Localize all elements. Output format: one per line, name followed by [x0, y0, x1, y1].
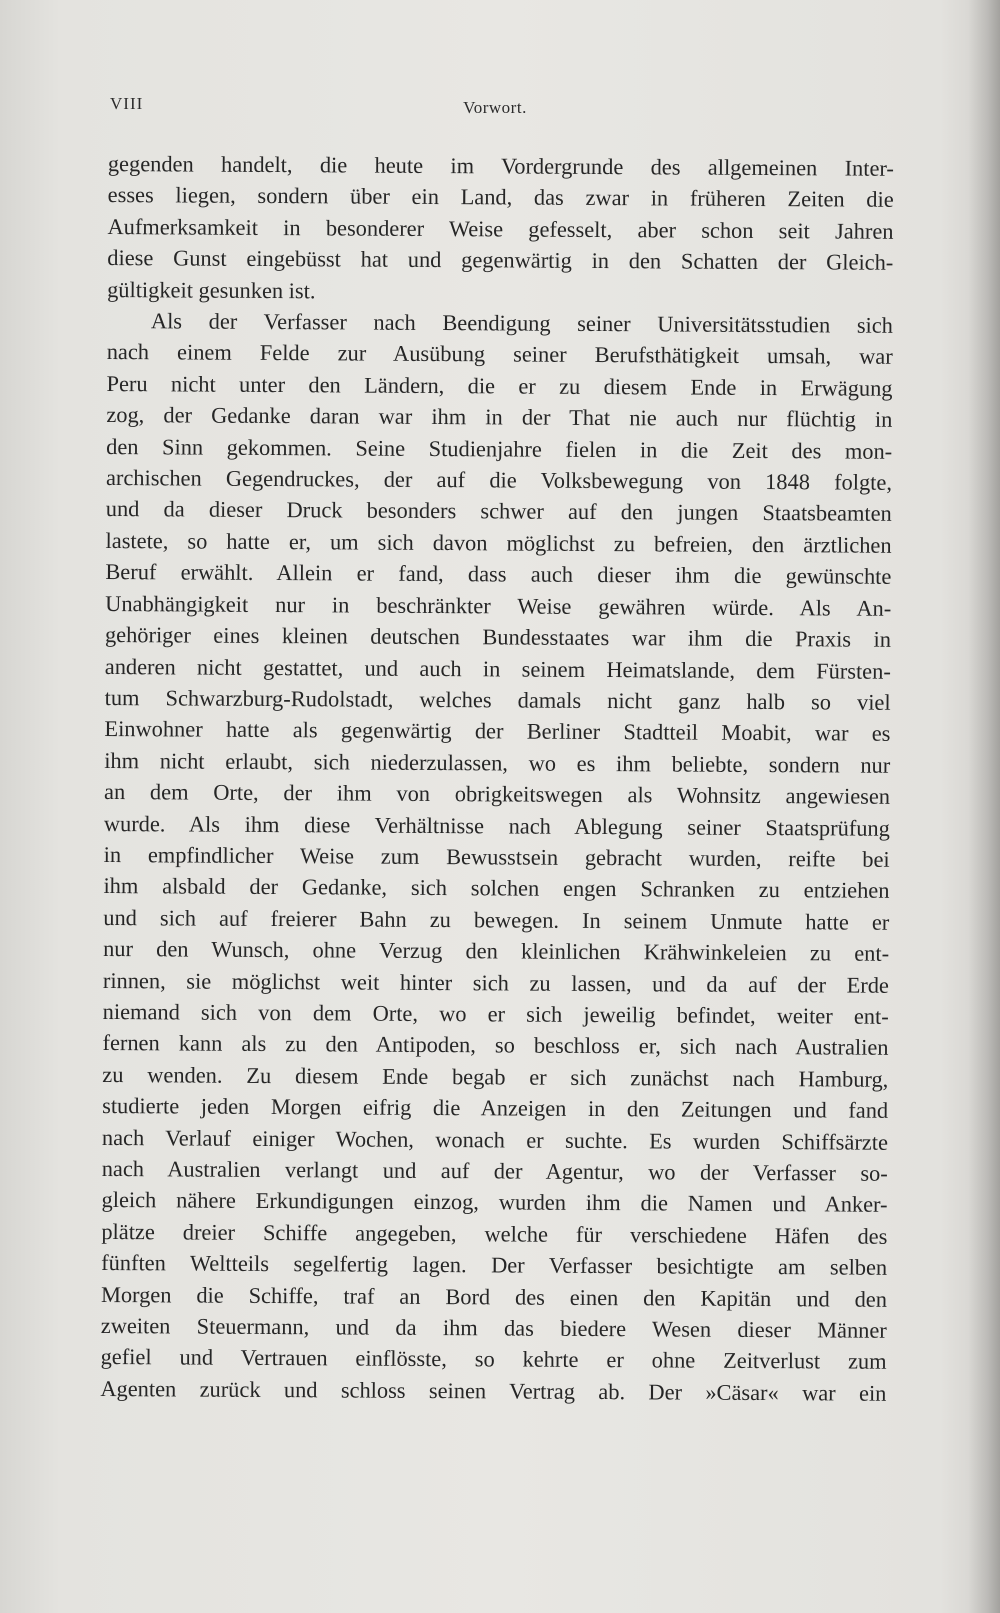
text-line: esses liegen, sondern über ein Land, das zwar in früheren Zeiten die [107, 182, 894, 213]
text-line: nach Verlauf einiger Wochen, wonach er suchte. Es wurden Schiffsärzte [101, 1124, 889, 1155]
text-line: zu wenden. Zu diesem Ende begab er sich zunächst nach Hamburg, [102, 1061, 889, 1092]
text-line: an dem Orte, der ihm von obrigkeitswegen als Wohnsitz angewiesen [103, 779, 891, 809]
text-line: Als der Verfasser nach Beendigung seiner Universitätsstudien sich [150, 308, 894, 338]
text-line: gegenden handelt, die heute im Vordergrunde des allgemeinen Inter- [107, 150, 894, 181]
text-line: und sich auf freierer Bahn zu bewegen. In seinem Unmute hatte er [103, 904, 890, 935]
text-line: zweiten Steuermann, und da ihm das biedere Wesen dieser Männer [100, 1313, 887, 1343]
text-line: archischen Gegendruckes, der auf die Volksbewegung von 1848 folgte, [105, 465, 893, 495]
text-line: gehöriger eines kleinen deutschen Bundesstaates war ihm die Praxis in [104, 622, 892, 652]
text-line: wurde. Als ihm diese Verhältnisse nach Ablegung seiner Staatsprüfung [103, 810, 890, 841]
running-head: Vorwort. [463, 98, 527, 117]
text-line: niemand sich von dem Orte, wo er sich jeweilig befindet, weiter ent- [102, 998, 889, 1029]
text-line: gültigkeit gesunken ist. [107, 276, 316, 303]
text-line: plätze dreier Schiffe angegeben, welche für verschiedene Häfen des [101, 1218, 888, 1249]
text-line: Aufmerksamkeit in besonderer Weise gefesselt, aber schon seit Jahren [107, 213, 894, 244]
text-line: in empfindlicher Weise zum Bewusstsein gebracht wurden, reifte bei [103, 841, 890, 872]
text-line: gefiel und Vertrauen einflösste, so kehrte er ohne Zeitverlust zum [100, 1344, 887, 1375]
text-line: und da dieser Druck besonders schwer auf den jungen Staatsbeamten [105, 496, 892, 527]
text-line: ihm alsbald der Gedanke, sich solchen engen Schranken zu entziehen [103, 873, 890, 904]
text-line: lastete, so hatte er, um sich davon möglichst zu befreien, den ärztlichen [105, 527, 892, 558]
text-line: Morgen die Schiffe, traf an Bord des einen den Kapitän und den [100, 1281, 888, 1312]
page-edge-shadow [968, 0, 1000, 1613]
text-line: fünften Weltteils segelfertig lagen. Der Verfasser besichtigte am selben [101, 1250, 888, 1280]
page-number: VIII [110, 94, 144, 113]
text-line: Unabhängigkeit nur in beschränkter Weise gewähren würde. Als An- [105, 590, 892, 621]
text-line: diese Gunst eingebüsst hat und gegenwärtig in den Schatten der Gleich- [107, 245, 894, 276]
text-line: tum Schwarzburg-Rudolstadt, welches damals nicht ganz halb so viel [104, 684, 891, 715]
text-line: zog, der Gedanke daran war ihm in der That nie auch nur flüchtig in [106, 402, 893, 433]
text-line: nach Australien verlangt und auf der Agentur, wo der Verfasser so- [101, 1155, 888, 1186]
text-line: Peru nicht unter den Ländern, die er zu diesem Ende in Erwägung [106, 370, 893, 401]
text-line: anderen nicht gestattet, und auch in seinem Heimatslande, dem Fürsten- [104, 653, 891, 684]
text-line: Agenten zurück und schloss seinen Vertrag ab. Der »Cäsar« war ein [100, 1375, 887, 1406]
text-line: fernen kann als zu den Antipoden, so beschloss er, sich nach Australien [102, 1030, 889, 1061]
text-line: gleich nähere Erkundigungen einzog, wurden ihm die Namen und Anker- [101, 1187, 888, 1218]
text-line: studierte jeden Morgen eifrig die Anzeigen in den Zeitungen und fand [102, 1093, 889, 1123]
body-text [100, 148, 894, 1409]
text-line: Einwohner hatte als gegenwärtig der Berliner Stadtteil Moabit, war es [104, 716, 891, 747]
text-line: nur den Wunsch, ohne Verzug den kleinlichen Krähwinkeleien zu ent- [103, 936, 890, 966]
text-line: nach einem Felde zur Ausübung seiner Berufsthätigkeit umsah, war [106, 339, 893, 370]
text-line: Beruf erwählt. Allein er fand, dass auch dieser ihm die gewünschte [105, 559, 892, 590]
page-header [110, 94, 880, 124]
text-line: den Sinn gekommen. Seine Studienjahre fielen in die Zeit des mon- [106, 433, 893, 464]
text-line: rinnen, sie möglichst weit hinter sich zu lassen, und da auf der Erde [102, 967, 889, 998]
text-line: ihm nicht erlaubt, sich niederzulassen, wo es ihm beliebte, sondern nur [104, 747, 891, 778]
